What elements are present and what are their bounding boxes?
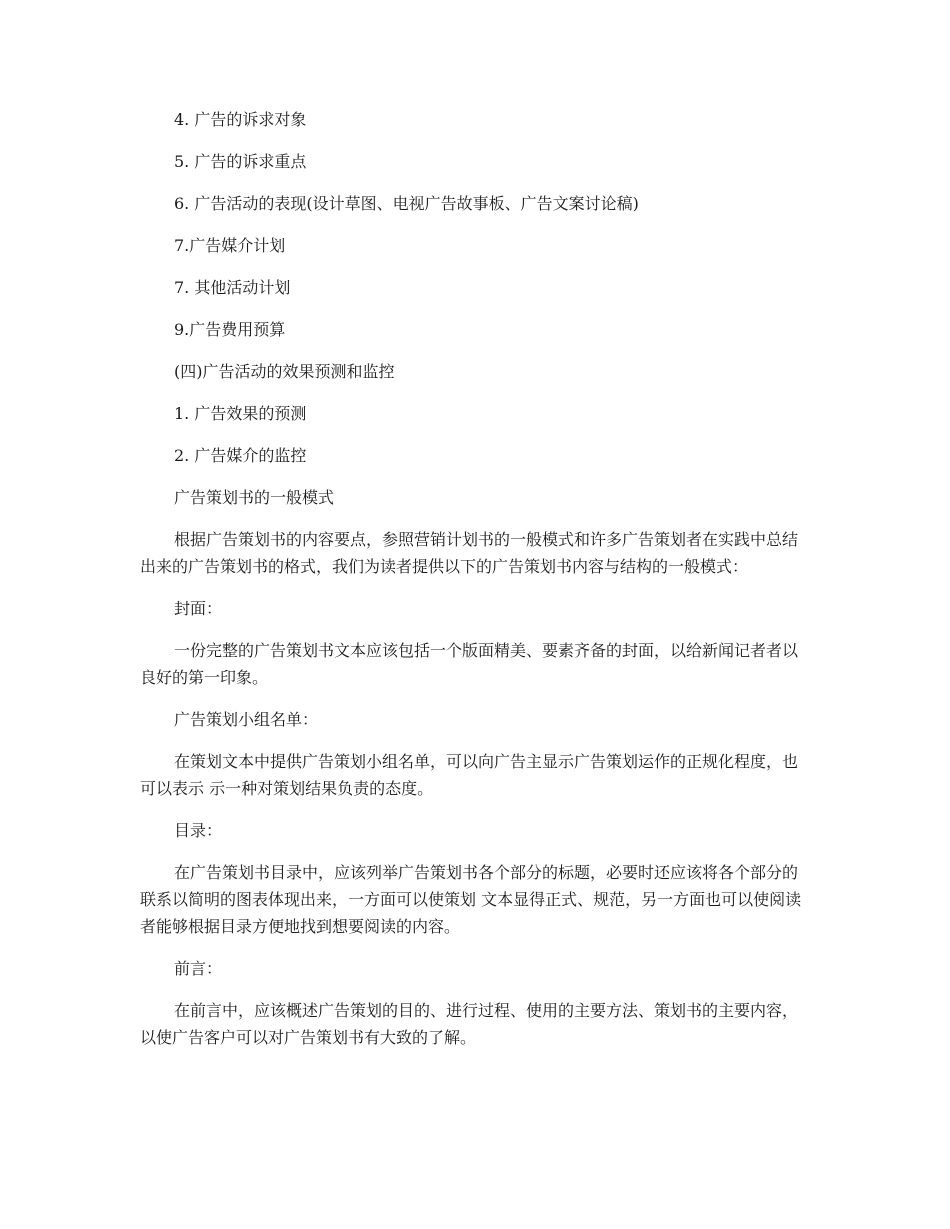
paragraph: 在广告策划书目录中，应该列举广告策划书各个部分的标题，必要时还应该将各个部分的联系以简明的图表体现出来，一方面可以使策划 文本显得正式、规范，另一方面也可以使阅读者能够根据目录方便地找到想要阅读的内容。 [140,863,802,936]
paragraph: 根据广告策划书的内容要点，参照营销计划书的一般模式和许多广告策划者在实践中总结出来的广告策划书的格式，我们为读者提供以下的广告策划书内容与结构的一般模式： [140,530,799,576]
paragraph: 在前言中，应该概述广告策划的目的、进行过程、使用的主要方法、策划书的主要内容，以使广告客户可以对广告策划书有大致的了解。 [140,1001,799,1047]
list-item: 4. 广告的诉求对象 [174,110,307,129]
document-body [140,106,812,1051]
section-label-preface: 前言： [174,959,223,978]
paragraph: 一份完整的广告策划书文本应该包括一个版面精美、要素齐备的封面，以给新闻记者者以良好的第一印象。 [140,641,799,687]
list-item: 2. 广告媒介的监控 [174,446,307,465]
section-heading: (四)广告活动的效果预测和监控 [174,362,395,381]
list-item: 9.广告费用预算 [174,320,286,339]
section-title: 广告策划书的一般模式 [174,488,335,507]
list-item: 5. 广告的诉求重点 [174,152,307,171]
section-label-cover: 封面： [174,599,223,618]
section-label-toc: 目录： [174,821,223,840]
list-item: 1. 广告效果的预测 [174,404,307,423]
list-item: 7.广告媒介计划 [174,236,286,255]
list-item: 7. 其他活动计划 [174,278,291,297]
list-item: 6. 广告活动的表现(设计草图、电视广告故事板、广告文案讨论稿) [174,194,639,213]
section-label-team: 广告策划小组名单： [174,710,319,729]
paragraph: 在策划文本中提供广告策划小组名单，可以向广告主显示广告策划运作的正规化程度，也可以表示 示一种对策划结果负责的态度。 [140,752,799,798]
